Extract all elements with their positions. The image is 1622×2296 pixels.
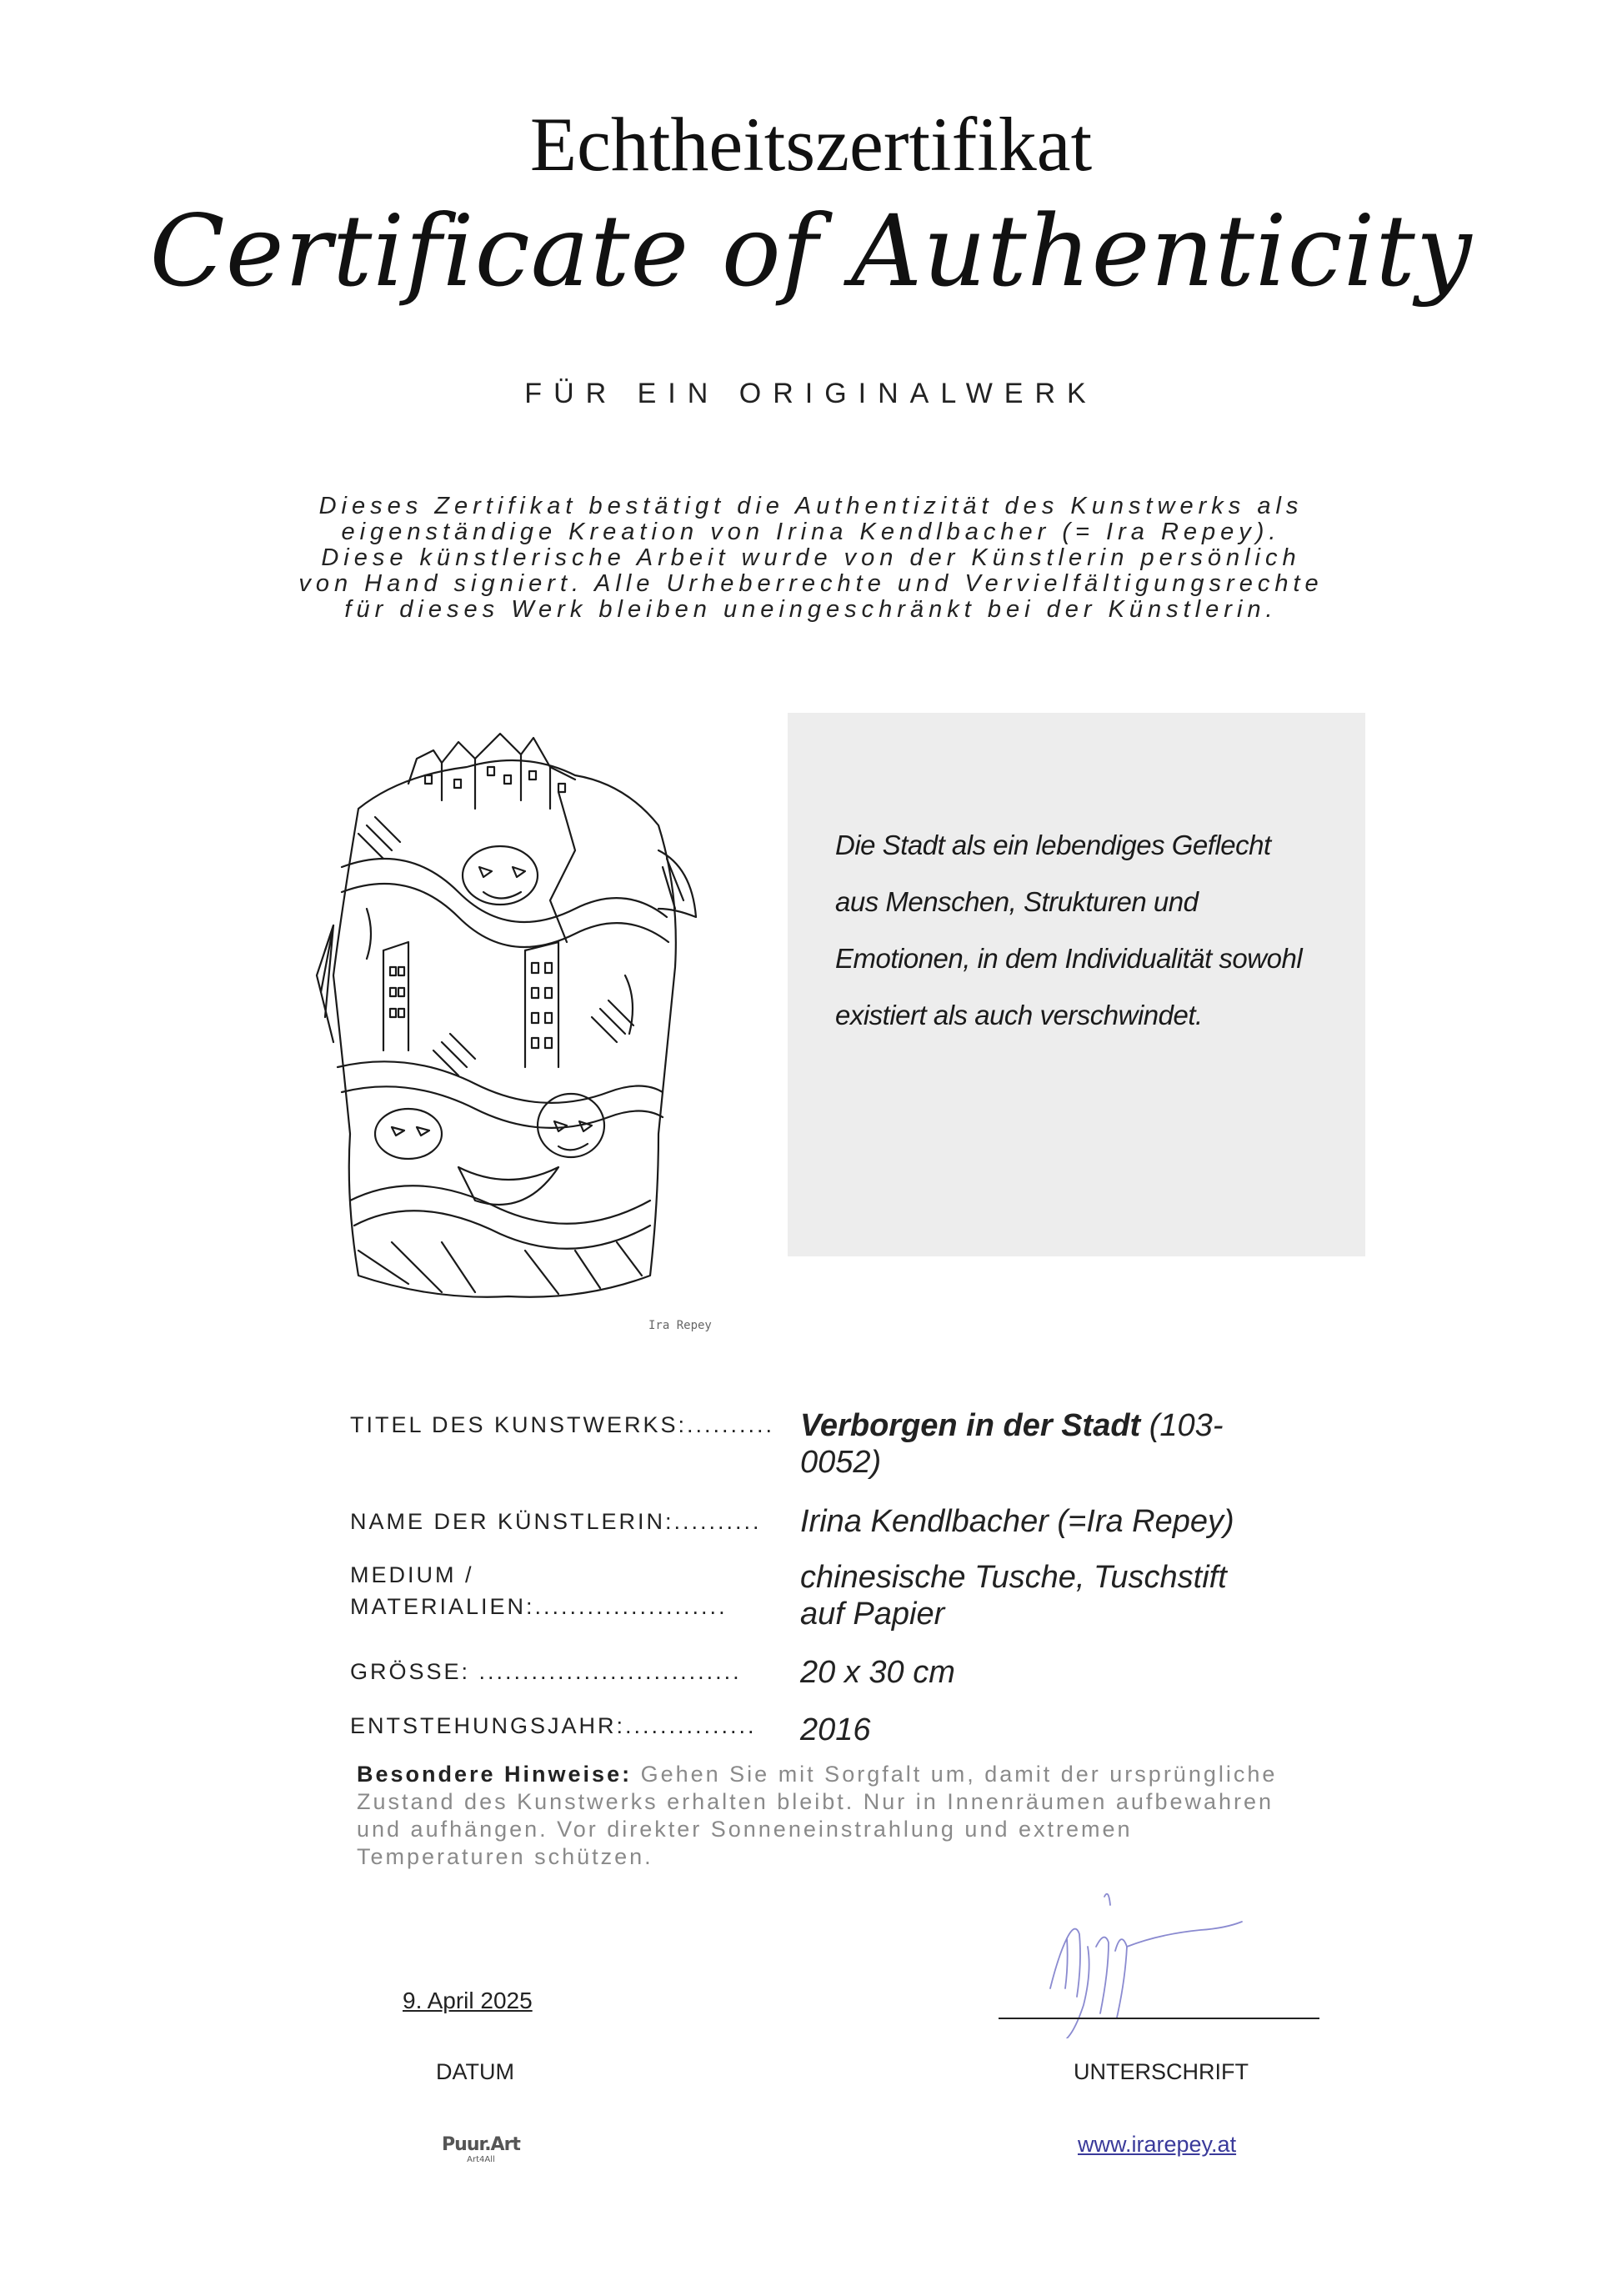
artwork-title-number-cont: 0052)	[800, 1445, 882, 1480]
date-value: 9. April 2025	[403, 1988, 533, 2013]
artist-name-label: NAME DER KÜNSTLERIN:..........	[350, 1509, 762, 1534]
brand-logo-main: Puur.Art	[442, 2134, 520, 2155]
medium-label-line: MEDIUM /	[350, 1562, 474, 1587]
special-notes-text: Gehen Sie mit Sorgfalt um, damit der ursprüngliche	[632, 1762, 1278, 1787]
medium-value-line: auf Papier	[800, 1597, 945, 1632]
handwritten-signature	[1017, 1872, 1275, 2038]
description-line: Emotionen, in dem Individualität sowohl	[835, 943, 1303, 974]
special-notes-text: und aufhängen. Vor direkter Sonneneinstrahlung und extremen	[357, 1817, 1133, 1842]
certificate-subtitle: FÜR EIN ORIGINALWERK	[524, 378, 1098, 409]
website-link[interactable]: www.irarepey.at	[1078, 2132, 1237, 2157]
artwork-title-number: (103-	[1140, 1408, 1224, 1443]
special-notes-text: Zustand des Kunstwerks erhalten bleibt. Nur in Innenräumen aufbewahren	[357, 1789, 1274, 1814]
medium-label	[350, 1559, 728, 1622]
intro-line: für dieses Werk bleiben uneingeschränkt bei der Künstlerin.	[344, 596, 1278, 623]
year-value: 2016	[800, 1712, 871, 1747]
description-line: aus Menschen, Strukturen und	[835, 886, 1199, 917]
artwork-title-value	[800, 1407, 1300, 1481]
intro-line: Diese künstlerische Arbeit wurde von der Künstlerin persönlich	[321, 544, 1301, 571]
date-label: DATUM	[436, 2059, 514, 2084]
signature-label: UNTERSCHRIFT	[1074, 2059, 1249, 2084]
year-label: ENTSTEHUNGSJAHR:...............	[350, 1713, 757, 1738]
intro-line: Dieses Zertifikat bestätigt die Authentizität des Kunstwerks als	[318, 493, 1304, 519]
intro-paragraph	[233, 494, 1389, 623]
artwork-drawing	[308, 700, 700, 1317]
medium-label-line: MATERIALIEN:......................	[350, 1594, 728, 1619]
medium-value	[800, 1559, 1300, 1632]
artist-name-value: Irina Kendlbacher (=Ira Repey)	[800, 1504, 1234, 1539]
size-value: 20 x 30 cm	[800, 1655, 955, 1690]
size-label: GRÖSSE: ..............................	[350, 1659, 742, 1684]
special-notes-label: Besondere Hinweise:	[357, 1762, 633, 1787]
brand-logo-sub: Art4All	[467, 2155, 495, 2164]
artwork-title-label: TITEL DES KUNSTWERKS:..........	[350, 1412, 775, 1437]
special-notes-text: Temperaturen schützen.	[357, 1844, 653, 1869]
medium-value-line: chinesische Tusche, Tuschstift	[800, 1560, 1227, 1595]
certificate-title-german: Echtheitszertifikat	[529, 102, 1093, 187]
description-line: existiert als auch verschwindet.	[835, 1000, 1203, 1030]
certificate-title-english: Certificate of Authenticity	[149, 193, 1473, 308]
intro-line: eigenständige Kreation von Irina Kendlbacher (= Ira Repey).	[341, 519, 1281, 545]
signature-line	[999, 2018, 1319, 2019]
brand-logo	[439, 2134, 523, 2176]
description-line: Die Stadt als ein lebendiges Geflecht	[835, 830, 1271, 860]
special-notes	[357, 1761, 1340, 1871]
intro-line: von Hand signiert. Alle Urheberrechte und Vervielfältigungsrechte	[298, 570, 1324, 597]
description-box	[788, 713, 1365, 1256]
artwork-title-name: Verborgen in der Stadt	[800, 1408, 1141, 1443]
artwork-signature: Ira Repey	[648, 1319, 712, 1332]
